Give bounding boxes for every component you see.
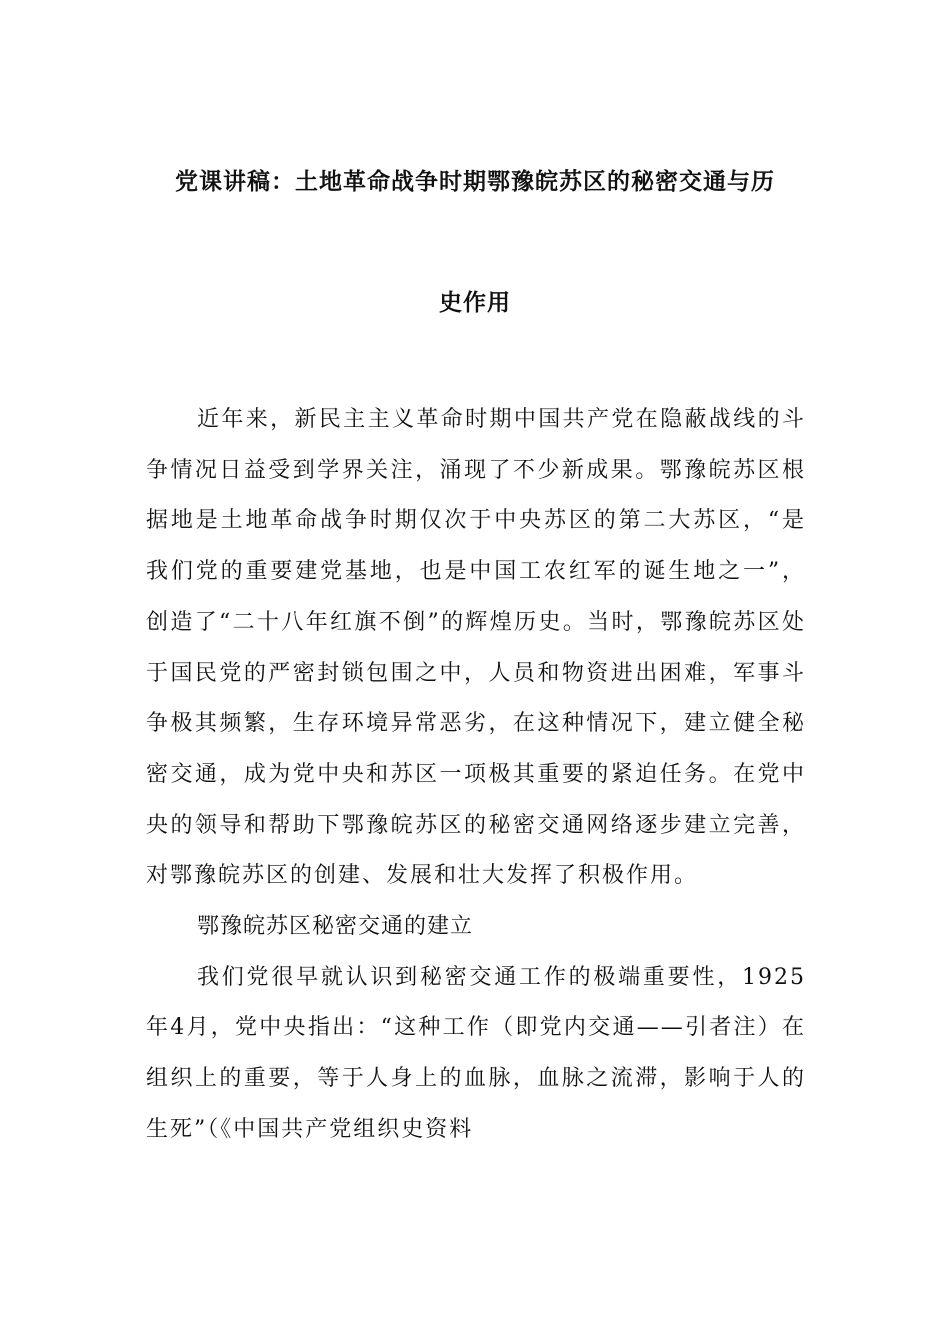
paragraph-intro: 近年来，新民主主义革命时期中国共产党在隐蔽战线的斗争情况日益受到学界关注，涌现了不少新成果。鄂豫皖苏区根据地是土地革命战争时期仅次于中央苏区的第二大苏区，“是我们党的重要建党基地，也是中国工农红军的诞生地之一”，创造了“二十八年红旗不倒”的辉煌历史。当时，鄂豫皖苏区处于国民党的严密封锁包围之中，人员和物资进出困难，军事斗争极其频繁，生存环境异常恶劣，在这种情况下，建立健全秘密交通，成为党中央和苏区一项极其重要的紧迫任务。在党中央的领导和帮助下鄂豫皖苏区的秘密交通网络逐步建立完善，对鄂豫皖苏区的创建、发展和壮大发挥了积极作用。 — [146, 407, 806, 889]
document-body — [146, 395, 806, 1156]
document-title-line-2: 史作用 — [439, 290, 511, 316]
section-heading: 鄂豫皖苏区秘密交通的建立 — [197, 914, 474, 940]
paragraph-section-1: 我们党很早就认识到秘密交通工作的极端重要性，1925年4月，党中央指出：“这种工作（即党内交通——引者注）在组织上的重要，等于人身上的血脉，血脉之流滞，影响于人的生死”（《中国共产党组织史资料 — [146, 964, 806, 1142]
document-title-line-1: 党课讲稿：土地革命战争时期鄂豫皖苏区的秘密交通与历 — [175, 169, 775, 195]
